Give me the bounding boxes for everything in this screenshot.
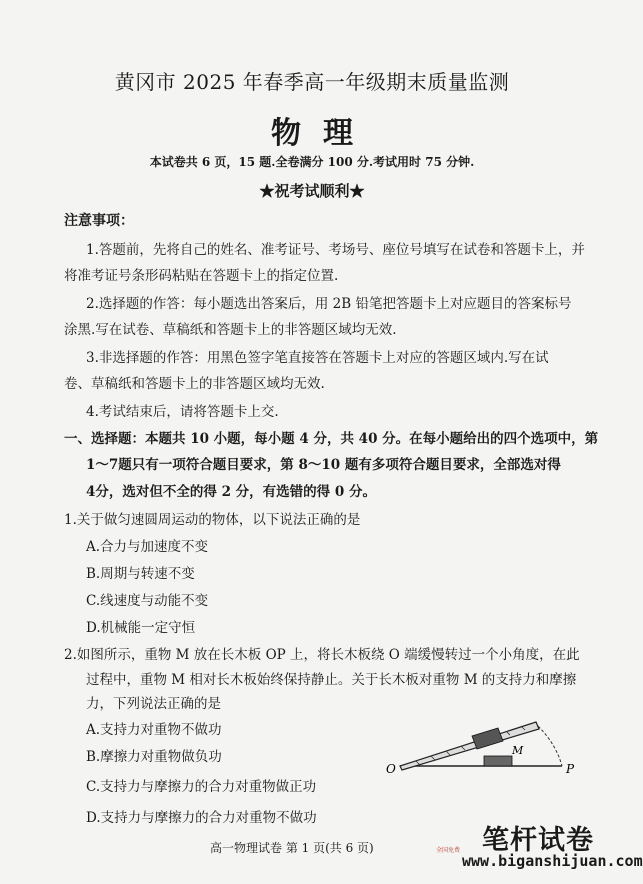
blessing: ★祝考试顺利★ <box>259 182 365 200</box>
mass-label: M <box>512 744 524 757</box>
q1-option-c: C.线速度与动能不变 <box>86 593 209 609</box>
incline-diagram <box>386 716 576 782</box>
end-label: P <box>566 762 575 776</box>
q1-option-d: D.机械能一定守恒 <box>86 620 196 636</box>
q2-option-c: C.支持力与摩擦力的合力对重物做正功 <box>86 779 317 795</box>
section-heading-cont: 1～7题只有一项符合题目要求，第 8～10 题有多项符合题目要求，全部选对得 <box>86 457 561 473</box>
q2-stem-cont: 过程中，重物 M 相对长木板始终保持静止。关于长木板对重物 M 的支持力和摩擦 <box>86 672 577 688</box>
mass-block-horizontal <box>484 756 512 766</box>
rotation-arc <box>538 726 562 766</box>
exam-info: 本试卷共 6 页，15 题.全卷满分 100 分.考试用时 75 分钟. <box>149 155 475 169</box>
q2-option-d: D.支持力与摩擦力的合力对重物不做功 <box>86 810 317 826</box>
note-line: 4.考试结束后，请将答题卡上交. <box>86 404 279 420</box>
page-footer: 高一物理试卷 第 1 页(共 6 页) <box>210 841 374 855</box>
note-line: 卷、草稿纸和答题卡上的非答题区域均无效. <box>64 376 325 392</box>
subject-title: 物理 <box>271 116 375 151</box>
note-line: 2.选择题的作答：每小题选出答案后，用 2B 铅笔把答题卡上对应题目的答案标号 <box>86 296 572 312</box>
note-line: 将准考证号条形码粘贴在答题卡上的指定位置. <box>64 268 339 284</box>
exam-title: 黄冈市 2025 年春季高一年级期末质量监测 <box>114 70 510 94</box>
pivot-label: O <box>386 762 396 776</box>
q2-stem: 2.如图所示，重物 M 放在长木板 OP 上，将长木板绕 O 端缓慢转过一个小角度，在此 <box>64 647 580 663</box>
q2-option-b: B.摩擦力对重物做负功 <box>86 749 222 765</box>
note-line: 涂黑.写在试卷、草稿纸和答题卡上的非答题区域均无效. <box>64 322 397 338</box>
watermark-tag: 全国免费 <box>436 847 461 854</box>
q2-option-a: A.支持力对重物不做功 <box>86 722 222 738</box>
q1-option-b: B.周期与转速不变 <box>86 566 195 582</box>
section-heading-cont: 4分，选对但不全的得 2 分，有选错的得 0 分。 <box>86 484 376 500</box>
q1-stem: 1.关于做匀速圆周运动的物体，以下说法正确的是 <box>64 512 361 528</box>
watermark-logo: 笔杆试卷 <box>482 825 594 856</box>
notes-heading: 注意事项： <box>64 213 134 229</box>
q1-option-a: A.合力与加速度不变 <box>86 539 209 555</box>
section-heading: 一、选择题：本题共 10 小题，每小题 4 分，共 40 分。在每小题给出的四个选项中，第 <box>64 431 599 447</box>
note-line: 1.答题前，先将自己的姓名、准考证号、考场号、座位号填写在试卷和答题卡上，并 <box>86 242 585 258</box>
watermark-url: www.biganshijuan.com <box>462 852 643 870</box>
note-line: 3.非选择题的作答：用黑色签字笔直接答在答题卡上对应的答题区域内.写在试 <box>86 350 549 366</box>
mass-block-rotated <box>472 728 503 749</box>
q2-stem-cont: 力，下列说法正确的是 <box>86 696 221 712</box>
